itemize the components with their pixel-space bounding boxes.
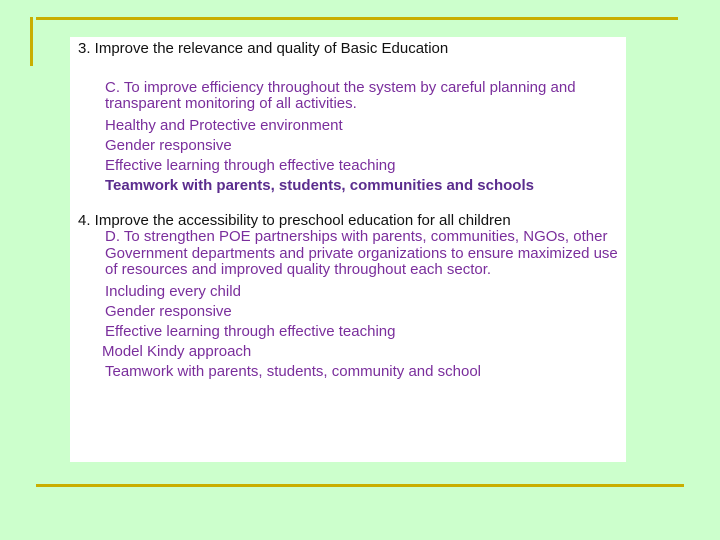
section-4-item: Teamwork with parents, students, community and school [105, 363, 482, 381]
section-3-item: Healthy and Protective environment [105, 117, 343, 135]
section-4-objective: D. To strengthen POE partnerships with parents, communities, NGOs, other Government departments and private organizations to ensure maximized use of resources and improved quality throughout each sector. [105, 228, 618, 278]
section-4-item: Effective learning through effective teaching [105, 323, 396, 341]
section-3-list [105, 80, 626, 196]
section-4-item: Model Kindy approach [102, 343, 252, 361]
section-3-item: Gender responsive [105, 137, 232, 155]
left-rule [30, 17, 33, 66]
section-4-item: Including every child [105, 283, 241, 301]
section-4-heading: 4. Improve the accessibility to preschool education for all children [78, 212, 511, 230]
content-box [70, 37, 626, 462]
section-3-item-emphasis: Teamwork with parents, students, communities and schools [105, 177, 534, 195]
section-3-heading: 3. Improve the relevance and quality of Basic Education [78, 40, 449, 57]
section-4-item: Gender responsive [105, 303, 232, 321]
top-rule [36, 17, 678, 20]
section-3-objective: C. To improve efficiency throughout the system by careful planning and transparent monitoring of all activities. [105, 79, 576, 113]
section-4-list [102, 228, 626, 382]
section-3-item: Effective learning through effective teaching [105, 157, 396, 175]
bottom-rule [36, 484, 684, 487]
